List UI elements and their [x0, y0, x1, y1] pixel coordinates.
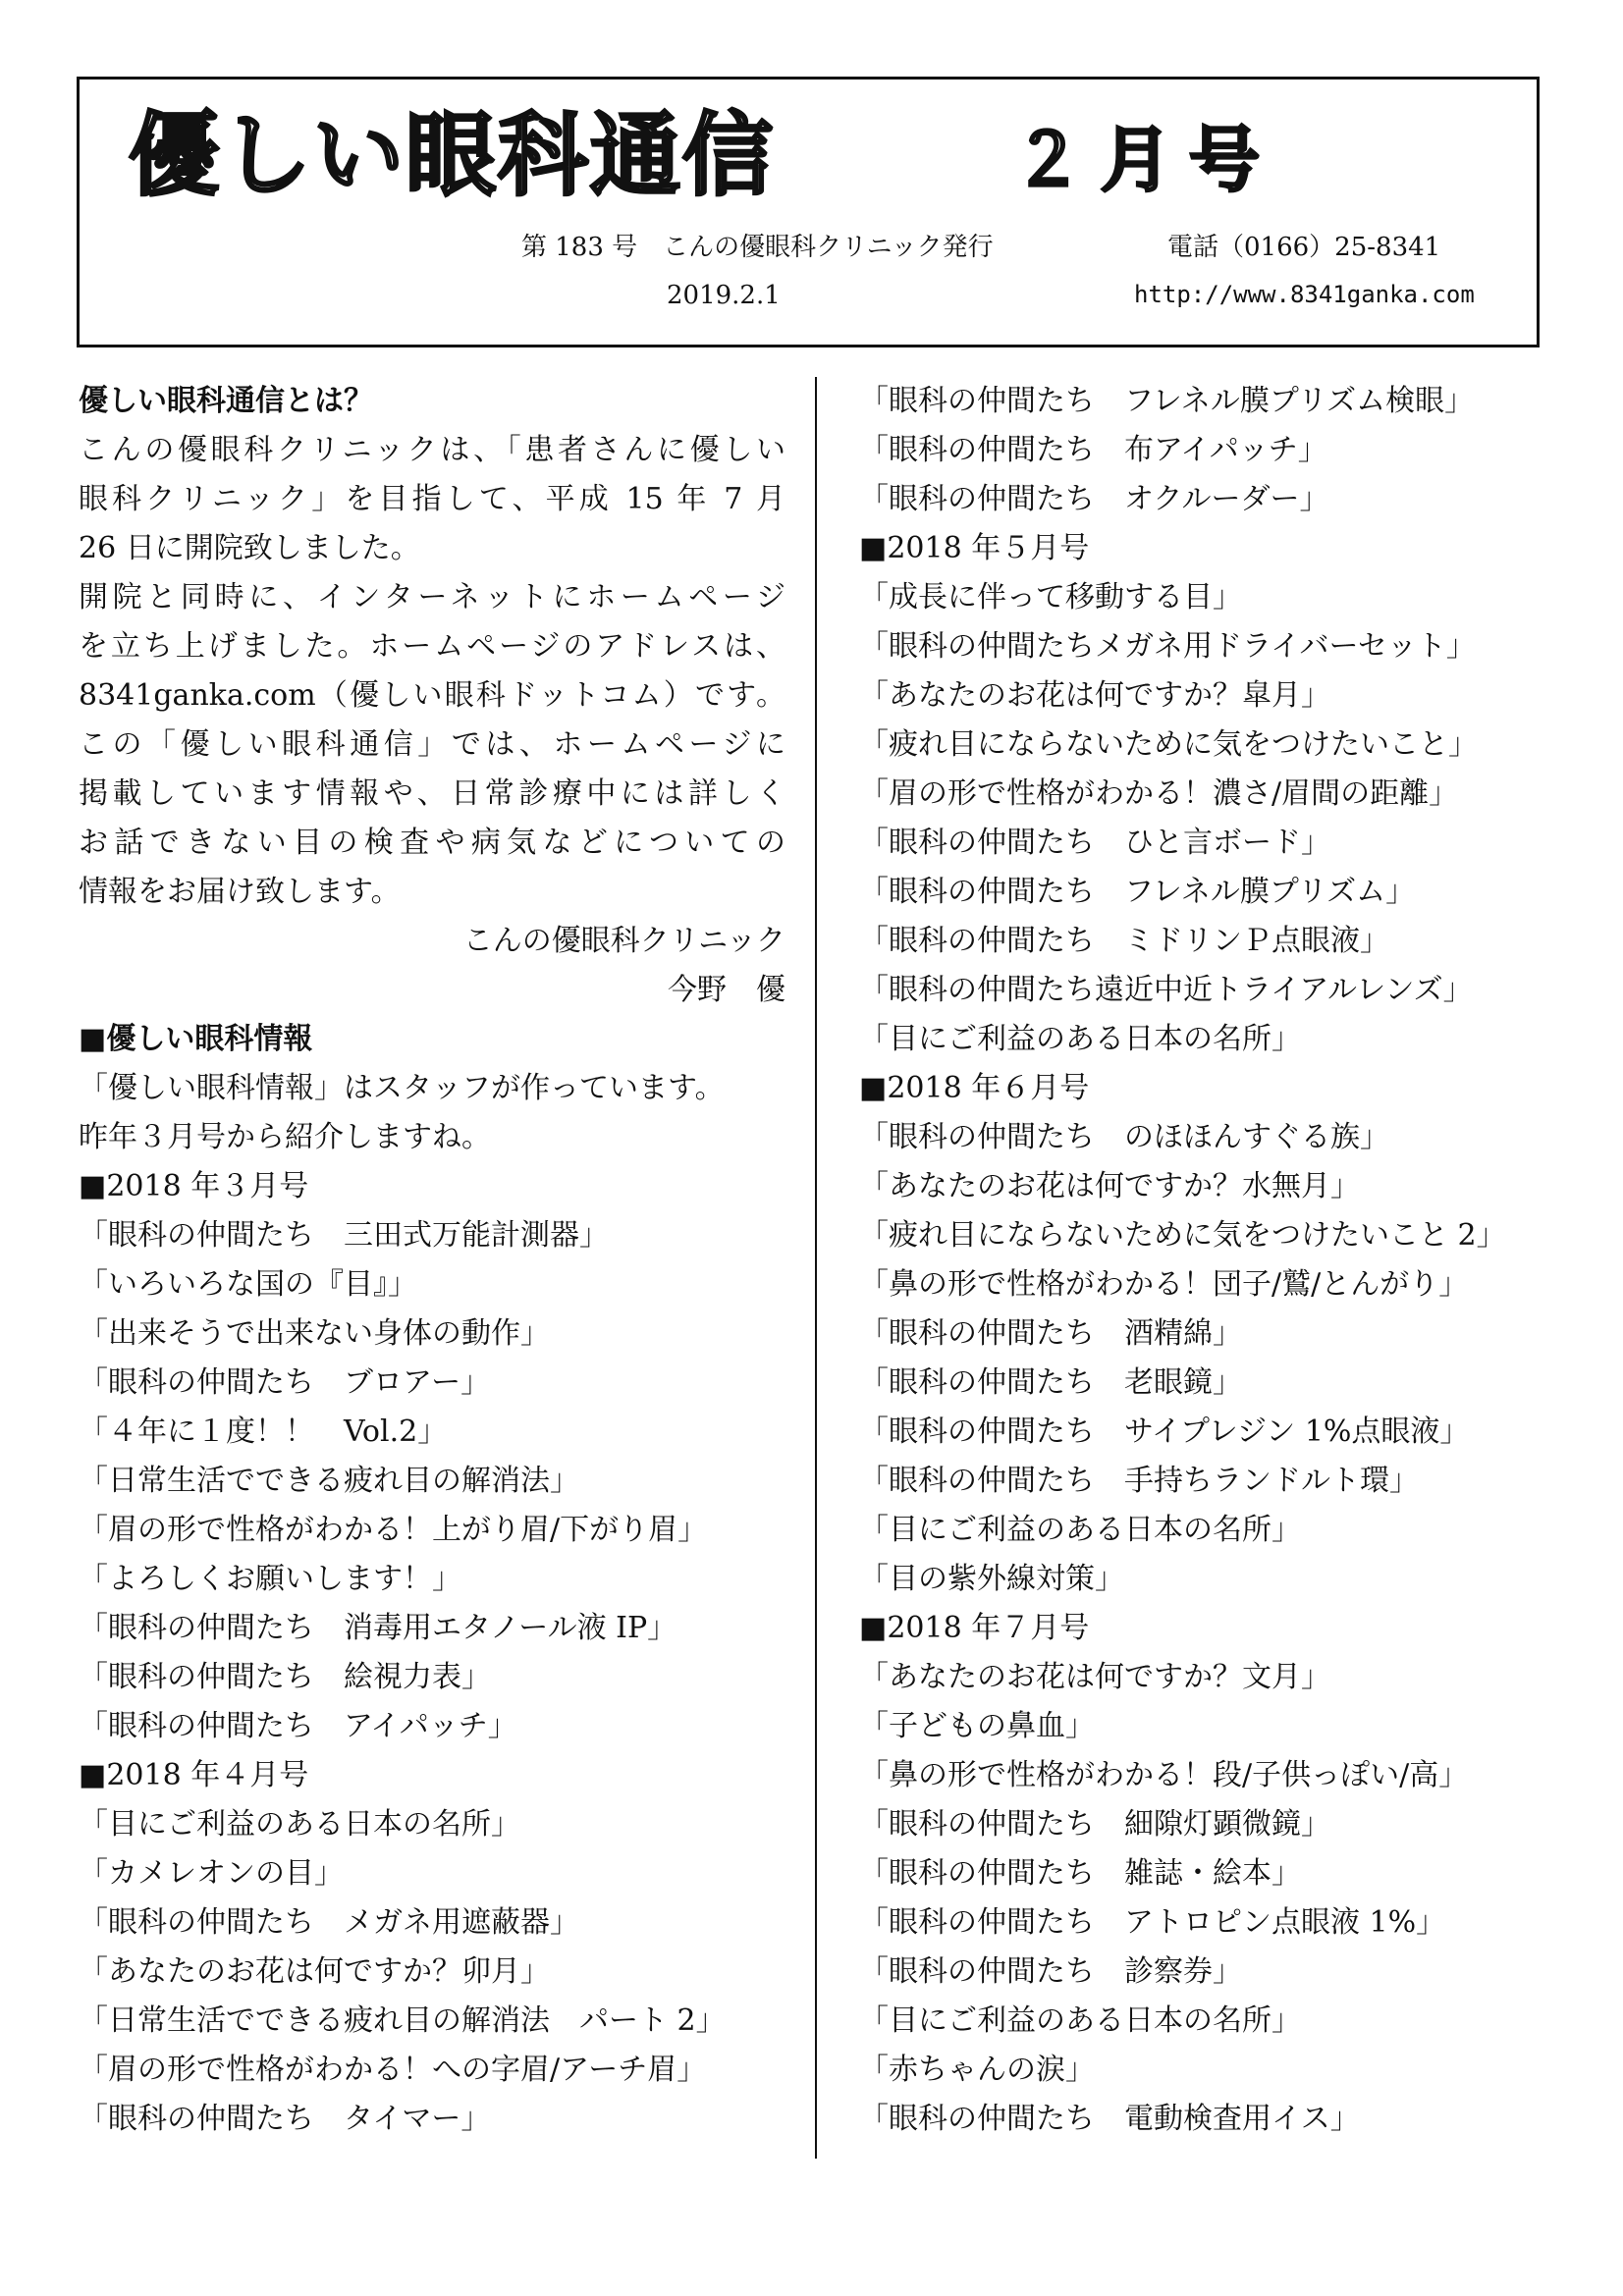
article-item: 「疲れ目にならないために気をつけたいこと」 — [859, 727, 1478, 762]
info-heading: ■優しい眼科情報 — [79, 1022, 313, 1056]
issue-heading: ■2018 年３月号 — [79, 1169, 309, 1203]
article-item: 「眼科の仲間たち 電動検査用イス」 — [859, 2102, 1360, 2136]
masthead — [77, 77, 1540, 347]
article-item: 「あなたのお花は何ですか？卯月」 — [79, 1954, 550, 1989]
article-item: 「あなたのお花は何ですか？皐月」 — [859, 678, 1330, 713]
issue-month: ２月号 — [1012, 119, 1278, 201]
intro-paragraph — [79, 426, 785, 917]
article-item: 「眼科の仲間たち 診察券」 — [859, 1954, 1242, 1989]
intro-line: 26 日に開院致しました。 — [79, 531, 420, 565]
article-item: 「眼科の仲間たち 三田式万能計測器」 — [79, 1218, 609, 1253]
article-item: 「眼科の仲間たち アイパッチ」 — [79, 1709, 517, 1743]
article-item: 「カメレオンの目」 — [79, 1856, 344, 1891]
issue-heading: ■2018 年６月号 — [859, 1071, 1090, 1105]
article-item: 「眉の形で性格がわかる！濃さ/眉間の距離」 — [859, 776, 1459, 811]
intro-line: この「優しい眼科通信」では、ホームページに — [79, 727, 785, 762]
article-item: 「よろしくお願いします！」 — [79, 1562, 461, 1596]
right-back-issues — [859, 524, 1566, 2144]
article-item: 「目の紫外線対策」 — [859, 1562, 1124, 1596]
article-item: 「赤ちゃんの涙」 — [859, 2053, 1095, 2087]
article-item: 「眼科の仲間たち サイプレジン 1%点眼液」 — [859, 1415, 1470, 1449]
article-item: 「眼科の仲間たち 細隙灯顕微鏡」 — [859, 1807, 1330, 1842]
left-column — [79, 377, 785, 2144]
article-item: 「眼科の仲間たち 雑誌・絵本」 — [859, 1856, 1301, 1891]
article-item: 「眼科の仲間たち ミドリンＰ点眼液」 — [859, 924, 1389, 958]
article-item: 「日常生活でできる疲れ目の解消法 パート 2」 — [79, 2003, 726, 2038]
article-item: 「眼科の仲間たちメガネ用ドライバーセット」 — [859, 629, 1476, 664]
article-item: 「日常生活でできる疲れ目の解消法」 — [79, 1464, 579, 1498]
article-item: 「眼科の仲間たち オクルーダー」 — [859, 482, 1329, 516]
article-item: 「子どもの鼻血」 — [859, 1709, 1095, 1743]
article-item: 「鼻の形で性格がわかる！段/子供っぽい/高」 — [859, 1758, 1469, 1792]
intro-line: を立ち上げました。ホームページのアドレスは、 — [79, 629, 785, 664]
article-item: 「目にご利益のある日本の名所」 — [859, 2003, 1301, 2038]
intro-line: 眼科クリニック」を目指して、平成 15 年 7 月 — [79, 482, 785, 516]
signature-name: 今野 優 — [668, 973, 785, 1007]
article-item: 「成長に伴って移動する目」 — [859, 580, 1242, 614]
article-item: 「眼科の仲間たち ブロアー」 — [79, 1365, 491, 1400]
intro-line: 情報をお届け致します。 — [79, 875, 401, 909]
article-item: 「眼科の仲間たち タイマー」 — [79, 2102, 491, 2136]
issue-number: 第 183 号 こんの優眼科クリニック発行 — [521, 233, 994, 262]
issue-date: 2019.2.1 — [667, 281, 781, 310]
article-item: 「眼科の仲間たち ひと言ボード」 — [859, 826, 1330, 860]
article-item: 「眼科の仲間たち 消毒用エタノール液 IP」 — [79, 1611, 677, 1645]
article-item: 「眼科の仲間たち フレネル膜プリズム」 — [859, 875, 1416, 909]
info-line: 「優しい眼科情報」はスタッフが作っています。 — [79, 1071, 725, 1105]
article-item: 「眼科の仲間たち のほほんすぐる族」 — [859, 1120, 1389, 1154]
intro-line: お話できない目の検査や病気などについての — [79, 826, 785, 860]
issue-heading: ■2018 年７月号 — [859, 1611, 1090, 1645]
article-item: 「４年に１度！！ Vol.2」 — [79, 1415, 448, 1449]
article-item: 「眼科の仲間たち 酒精綿」 — [859, 1316, 1242, 1351]
article-item: 「出来そうで出来ない身体の動作」 — [79, 1316, 550, 1351]
website-url: http://www.8341ganka.com — [1134, 281, 1475, 308]
article-item: 「あなたのお花は何ですか？文月」 — [859, 1660, 1330, 1694]
issue-heading: ■2018 年４月号 — [79, 1758, 309, 1792]
issue-heading: ■2018 年５月号 — [859, 531, 1090, 565]
newsletter-title: 優しい眼科通信 — [129, 103, 776, 208]
article-item: 「あなたのお花は何ですか？水無月」 — [859, 1169, 1360, 1203]
article-item: 「眼科の仲間たち 絵視力表」 — [79, 1660, 491, 1694]
article-item: 「眼科の仲間たち フレネル膜プリズム検眼」 — [859, 384, 1475, 418]
signature-clinic: こんの優眼科クリニック — [462, 924, 785, 958]
article-item: 「目にご利益のある日本の名所」 — [79, 1807, 520, 1842]
article-item: 「いろいろな国の『目』」 — [79, 1267, 417, 1302]
article-item: 「眼科の仲間たち アトロピン点眼液 1%」 — [859, 1905, 1446, 1940]
intro-line: 掲載しています情報や、日常診療中には詳しく — [79, 776, 785, 811]
right-column — [859, 377, 1566, 2144]
article-item: 「眼科の仲間たち 老眼鏡」 — [859, 1365, 1242, 1400]
article-item: 「目にご利益のある日本の名所」 — [859, 1513, 1301, 1547]
intro-line: 8341ganka.com（優しい眼科ドットコム）です。 — [79, 678, 785, 713]
right-continued-items — [859, 377, 1566, 524]
article-item: 「眼科の仲間たち 布アイパッチ」 — [859, 433, 1327, 467]
left-back-issues — [79, 1162, 785, 2144]
article-item: 「目にご利益のある日本の名所」 — [859, 1022, 1301, 1056]
article-item: 「眉の形で性格がわかる！への字眉/アーチ眉」 — [79, 2053, 707, 2087]
intro-heading: 優しい眼科通信とは？ — [79, 384, 373, 418]
article-item: 「眼科の仲間たち メガネ用遮蔽器」 — [79, 1905, 579, 1940]
info-line: 昨年３月号から紹介しますね。 — [79, 1120, 491, 1154]
phone-number: 電話（0166）25-8341 — [1167, 233, 1441, 262]
article-item: 「眼科の仲間たち遠近中近トライアルレンズ」 — [859, 973, 1473, 1007]
article-item: 「疲れ目にならないために気をつけたいこと 2」 — [859, 1218, 1506, 1253]
article-item: 「鼻の形で性格がわかる！団子/鷲/とんがり」 — [859, 1267, 1469, 1302]
intro-line: こんの優眼科クリニックは、「患者さんに優しい — [79, 433, 785, 467]
article-item: 「眼科の仲間たち 手持ちランドルト環」 — [859, 1464, 1419, 1498]
intro-line: 開院と同時に、インターネットにホームページ — [79, 580, 785, 614]
article-item: 「眉の形で性格がわかる！上がり眉/下がり眉」 — [79, 1513, 708, 1547]
column-divider — [815, 377, 817, 2159]
